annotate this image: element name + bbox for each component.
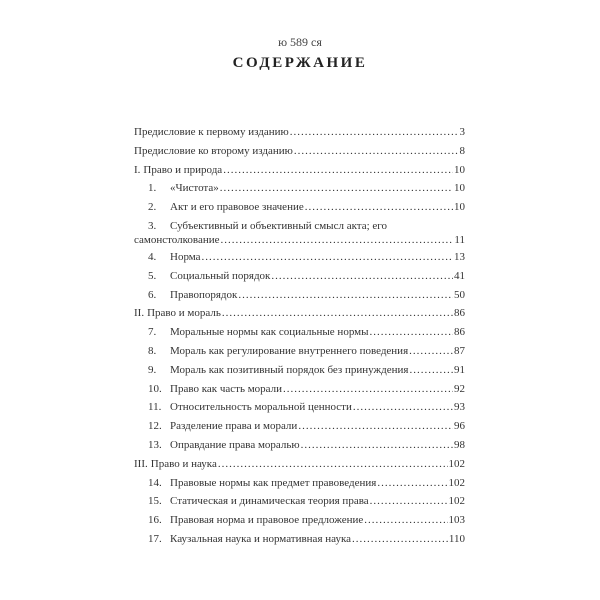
toc-entry[interactable] [134, 248, 465, 267]
toc-entry-number: 5. [148, 269, 157, 282]
toc-entry[interactable] [134, 511, 465, 530]
toc-entry-number: III. [134, 457, 148, 470]
toc-entry[interactable] [134, 286, 465, 305]
toc-entry-page: 8 [459, 144, 465, 157]
dot-leader [271, 267, 453, 286]
toc-entry-title: Мораль как регулирование внутреннего поведения [170, 344, 409, 357]
toc-entry-page: 11 [454, 233, 465, 246]
dot-leader [409, 361, 453, 380]
toc-entry-page: 92 [454, 382, 465, 395]
toc-entry-page: 3 [459, 126, 465, 138]
toc-entry-title: Правовая норма и правовое предложение [170, 514, 364, 527]
dot-leader [377, 474, 447, 493]
toc-entry[interactable] [134, 142, 465, 161]
toc-entry-title: Право и наука [150, 457, 217, 470]
toc-entry-page: 50 [454, 288, 465, 301]
toc-entry-page: 10 [454, 182, 465, 195]
toc-entry-number: 10. [148, 382, 162, 395]
toc-entry-number: 16. [148, 514, 162, 527]
toc-entry-number: 6. [148, 288, 157, 301]
page-title: СОДЕРЖАНИЕ [232, 55, 368, 71]
dot-leader [301, 436, 453, 455]
toc-entry-title: Право и мораль [147, 307, 221, 320]
toc-entry-number: 2. [148, 201, 157, 214]
toc-entry-title: Акт и его правовое значение [170, 201, 304, 214]
page-folio: ю 589 ся [278, 35, 322, 49]
toc-entry-title: Каузальная наука и нормативная наука [170, 532, 352, 545]
dot-leader [409, 342, 453, 361]
toc-entry-title: Оправдание права моралью [170, 438, 300, 451]
toc-entry-page: 102 [448, 476, 465, 489]
toc-entry-title: Мораль как позитивный порядок без принуждения [170, 363, 409, 376]
dot-leader [220, 179, 453, 198]
toc-entry[interactable] [134, 220, 465, 232]
toc-entry-title: Моральные нормы как социальные нормы [170, 326, 369, 339]
dot-leader [364, 511, 447, 530]
toc-entry[interactable] [134, 198, 465, 217]
toc-entry-number: I. [134, 163, 141, 176]
toc-entry-page: 10 [454, 201, 465, 214]
toc-entry-number: 4. [148, 250, 157, 263]
toc-entry[interactable] [134, 161, 465, 180]
toc-entry[interactable] [134, 342, 465, 361]
dot-leader [202, 248, 453, 267]
toc-entry[interactable] [134, 380, 465, 399]
toc-entry[interactable] [134, 398, 465, 417]
toc-entry-page: 98 [454, 438, 465, 451]
toc-entry-number: 11. [148, 401, 162, 414]
toc-entry-page: 110 [448, 532, 465, 545]
dot-leader [370, 323, 454, 342]
toc-entry-page: 96 [454, 420, 465, 433]
toc-entry-title: Право как часть морали [170, 382, 283, 395]
toc-entry-number: 15. [148, 495, 162, 508]
toc-entry-title: «Чистота» [170, 182, 219, 195]
dot-leader [218, 455, 448, 474]
dot-leader [222, 304, 453, 323]
toc-entry-page: 86 [454, 307, 465, 320]
toc-entry[interactable] [134, 179, 465, 198]
toc-entry-number: 8. [148, 344, 157, 357]
toc-entry-number: 7. [148, 326, 157, 339]
toc-entry[interactable] [134, 455, 465, 474]
toc-entry-title: Правовые нормы как предмет правоведения [170, 476, 377, 489]
toc-entry-page: 86 [454, 326, 465, 339]
table-of-contents [134, 123, 465, 549]
dot-leader [223, 161, 453, 180]
toc-entry[interactable] [134, 474, 465, 493]
toc-entry[interactable] [134, 123, 465, 142]
dot-leader [283, 380, 453, 399]
toc-entry-title: Относительность моральной ценности [170, 401, 352, 414]
toc-entry-number: 9. [148, 363, 157, 376]
toc-entry-number: 14. [148, 476, 162, 489]
toc-entry-page: 93 [454, 401, 465, 414]
toc-entry-number: 12. [148, 420, 162, 433]
dot-leader [370, 492, 448, 511]
dot-leader [353, 398, 453, 417]
toc-entry[interactable] [134, 323, 465, 342]
toc-entry-title: Правопорядок [170, 288, 238, 301]
toc-entry-title: Статическая и динамическая теория права [170, 495, 369, 508]
toc-entry[interactable] [134, 436, 465, 455]
toc-entry-title: Предисловие к первому изданию [134, 126, 289, 138]
toc-entry-continuation [134, 232, 465, 248]
toc-entry-number: 1. [148, 182, 157, 195]
dot-leader [352, 530, 448, 549]
dot-leader [221, 232, 454, 248]
dot-leader [238, 286, 453, 305]
toc-entry-title: Предисловие ко второму изданию [134, 144, 293, 157]
toc-entry-title: Норма [170, 250, 201, 263]
toc-entry-title-cont: самонстолкование [134, 233, 220, 246]
toc-entry[interactable] [134, 530, 465, 549]
toc-entry-page: 102 [448, 457, 465, 470]
toc-entry[interactable] [134, 304, 465, 323]
toc-entry-title: Разделение права и морали [170, 420, 298, 433]
toc-entry-page: 13 [454, 250, 465, 263]
toc-entry-title: Право и природа [143, 163, 223, 176]
dot-leader [290, 123, 459, 142]
toc-entry-page: 10 [454, 163, 465, 176]
toc-entry-title: Субъективный и объективный смысл акта; его [170, 219, 388, 232]
toc-entry-page: 87 [454, 344, 465, 357]
toc-entry-number: 13. [148, 438, 162, 451]
dot-leader [298, 417, 453, 436]
toc-entry[interactable] [134, 492, 465, 511]
toc-entry-page: 103 [448, 514, 465, 527]
toc-entry-page: 41 [454, 269, 465, 282]
toc-entry-number: 3. [148, 219, 157, 232]
toc-entry-number: 17. [148, 532, 162, 545]
toc-entry-page: 91 [454, 363, 465, 376]
toc-entry[interactable] [134, 417, 465, 436]
toc-entry[interactable] [134, 267, 465, 286]
toc-entry-number: II. [134, 307, 145, 320]
toc-entry-page: 102 [448, 495, 465, 508]
dot-leader [305, 198, 453, 217]
toc-entry[interactable] [134, 361, 465, 380]
toc-entry-title: Социальный порядок [170, 269, 271, 282]
dot-leader [294, 142, 459, 161]
